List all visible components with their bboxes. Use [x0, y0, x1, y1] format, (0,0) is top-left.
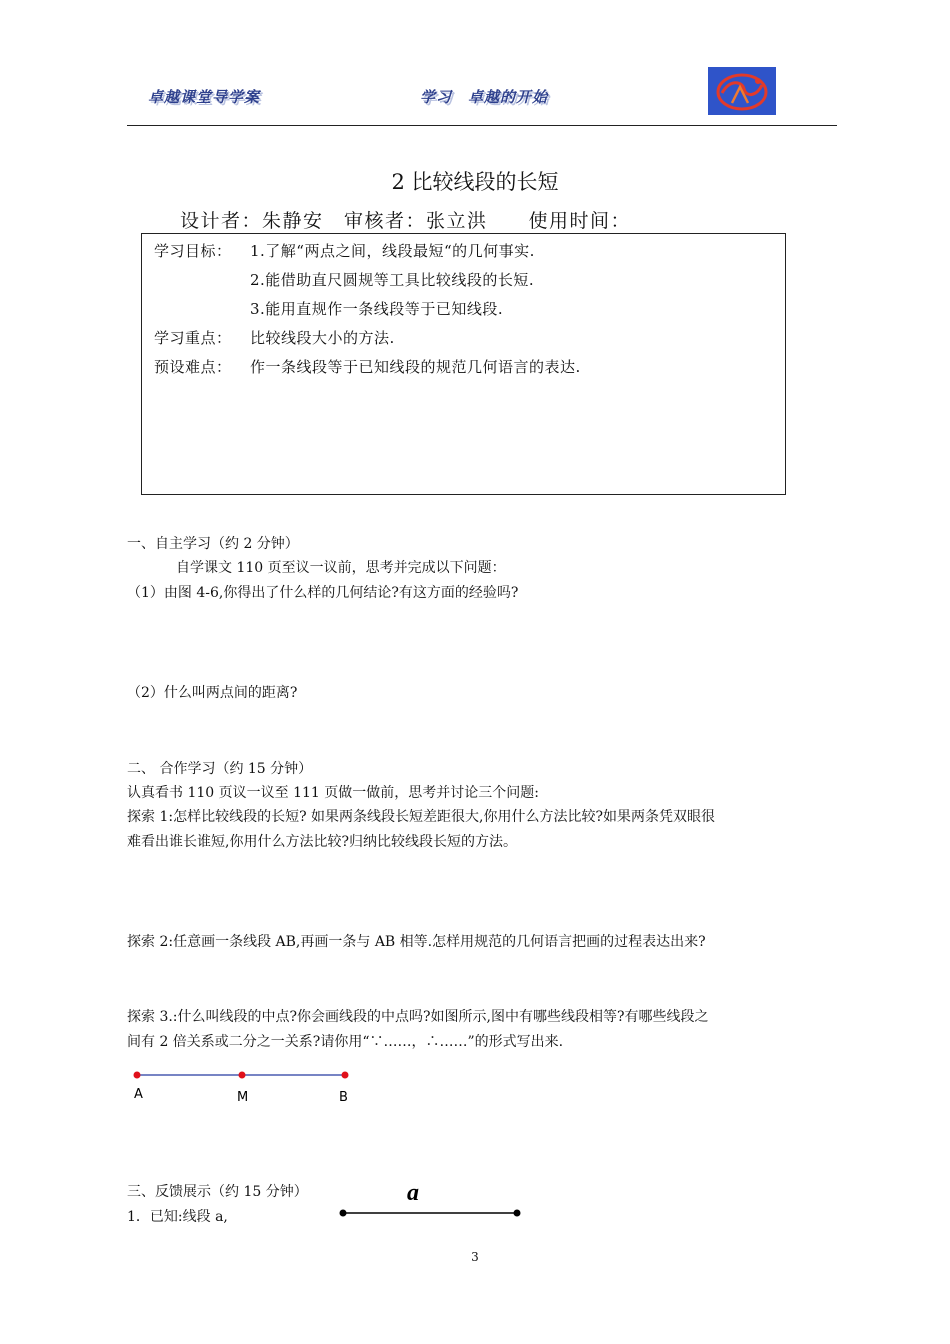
segment-a-figure — [335, 1176, 530, 1224]
section3-heading: 三、反馈展示（约 15 分钟） — [127, 1184, 308, 1200]
header-divider — [127, 125, 837, 126]
section3-item-1: 1．已知:线段 a, — [127, 1209, 228, 1225]
section1-intro: 自学课文 110 页至议一议前，思考并完成以下问题： — [176, 560, 506, 576]
designer-line: 设计者：朱静安 审核者：张立洪 使用时间： — [180, 210, 632, 232]
goal-item-1: 1.了解“两点之间，线段最短“的几何事实. — [250, 242, 535, 260]
header-left-title: 卓越课堂导学案 — [148, 88, 261, 106]
school-logo — [708, 67, 776, 115]
explore2-text: 探索 2:任意画一条线段 AB,再画一条与 AB 相等.怎样用规范的几何语言把画的过程表达出来? — [127, 934, 706, 950]
label-b: B — [339, 1090, 348, 1105]
difficulty-text: 作一条线段等于已知线段的规范几何语言的表达. — [250, 358, 581, 376]
goal-item-3: 3.能用直规作一条线段等于已知线段. — [250, 300, 504, 318]
explore1-line-1: 探索 1:怎样比较线段的长短? 如果两条线段长短差距很大,你用什么方法比较?如果两条凭双眼很 — [127, 809, 715, 825]
explore3-line-1: 探索 3.:什么叫线段的中点?你会画线段的中点吗?如图所示,图中有哪些线段相等?有哪些线段之 — [127, 1009, 709, 1025]
section2-intro: 认真看书 110 页议一议至 111 页做一做前，思考并讨论三个问题: — [127, 785, 539, 801]
explore1-line-2: 难看出谁长谁短,你用什么方法比较?归纳比较线段长短的方法。 — [127, 834, 517, 850]
segment-a-start-point — [340, 1210, 347, 1217]
point-a — [134, 1072, 141, 1079]
goal-item-2: 2.能借助直尺圆规等工具比较线段的长短. — [250, 271, 535, 289]
key-point-text: 比较线段大小的方法. — [250, 329, 395, 347]
point-m — [239, 1072, 246, 1079]
segment-a-end-point — [514, 1210, 521, 1217]
section1-question-1: （1）由图 4-6,你得出了什么样的几何结论?有这方面的经验吗? — [127, 585, 519, 601]
section1-question-2: （2）什么叫两点间的距离? — [127, 685, 298, 701]
segment-a-label: a — [407, 1180, 419, 1206]
point-b — [342, 1072, 349, 1079]
segment-amb-figure — [125, 1065, 365, 1110]
section1-heading: 一、自主学习（约 2 分钟） — [127, 536, 299, 552]
explore3-line-2: 间有 2 倍关系或二分之一关系?请你用“∵……，∴……”的形式写出来. — [127, 1034, 564, 1050]
section2-heading: 二、 合作学习（约 15 分钟） — [127, 761, 313, 777]
difficulty-label: 预设难点： — [154, 358, 232, 376]
label-a: A — [134, 1087, 143, 1102]
page-title: 2 比较线段的长短 — [391, 170, 559, 194]
page-number: 3 — [471, 1250, 479, 1264]
key-point-label: 学习重点： — [154, 329, 232, 347]
header-right-slogan: 学习 卓越的开始 — [420, 88, 549, 106]
goal-label: 学习目标： — [154, 242, 232, 260]
label-m: M — [237, 1090, 249, 1105]
